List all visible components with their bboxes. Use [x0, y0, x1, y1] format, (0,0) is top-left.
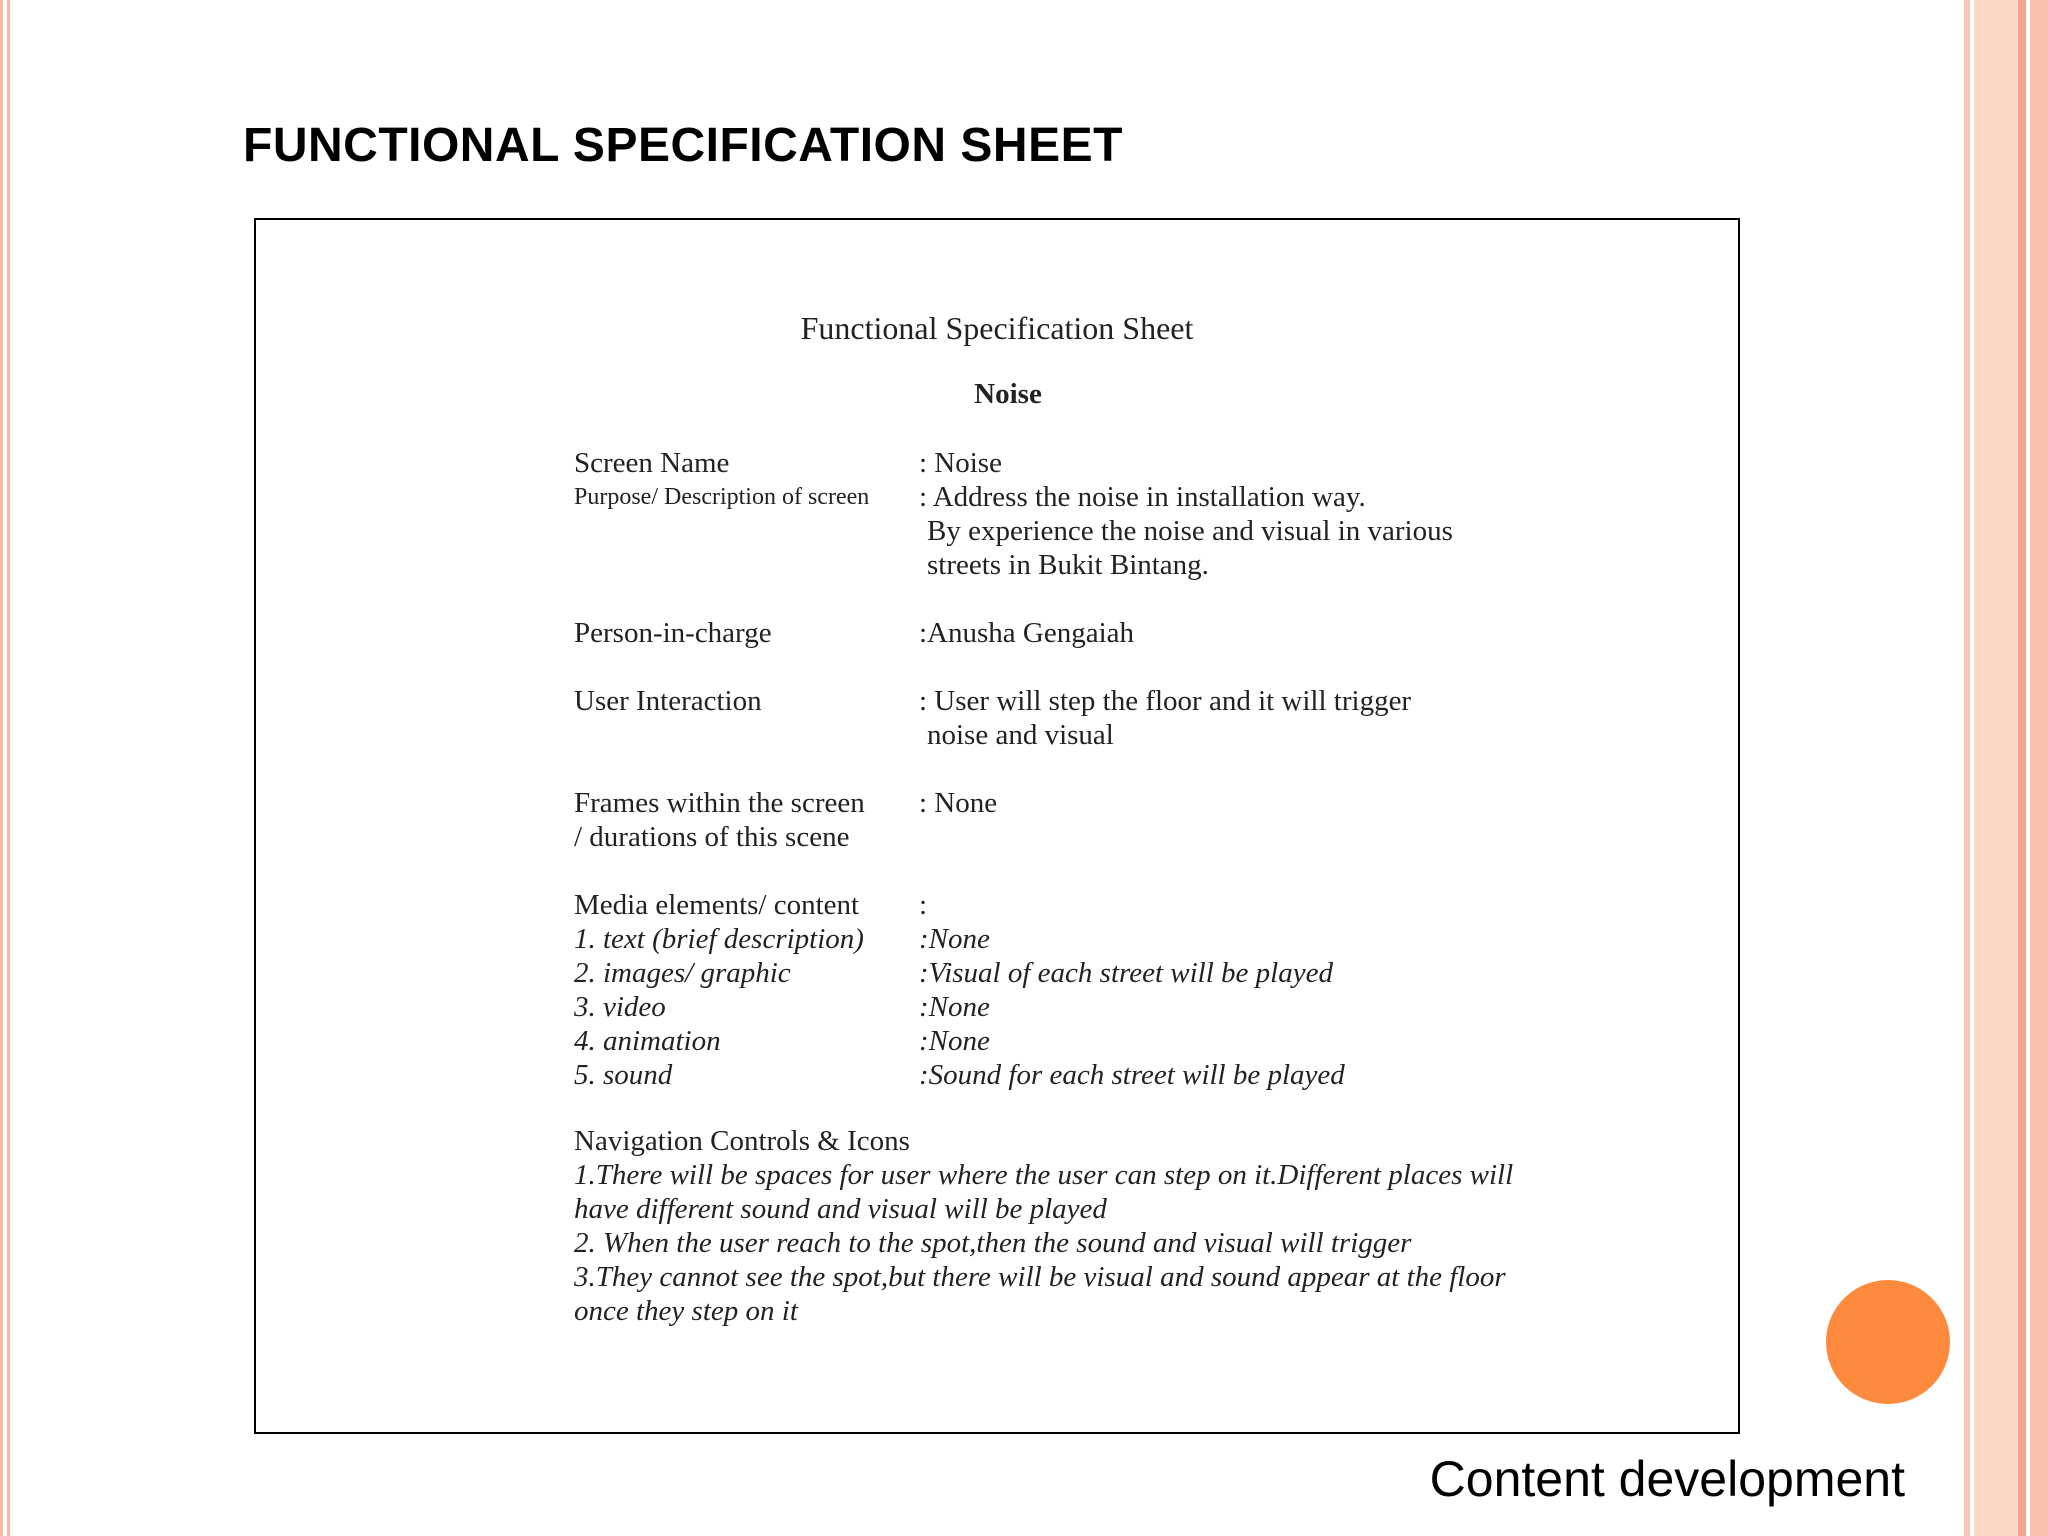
field-label-line: Frames within the screen	[574, 787, 865, 819]
media-item-value: :None	[919, 923, 990, 955]
navigation-line: have different sound and visual will be played	[574, 1193, 1107, 1225]
media-item-label: 4. animation	[574, 1025, 721, 1057]
media-item-value: :Visual of each street will be played	[919, 957, 1333, 989]
media-item-value: :Sound for each street will be played	[919, 1059, 1345, 1091]
media-item-label: 1. text (brief description)	[574, 923, 864, 955]
field-value	[919, 786, 997, 820]
navigation-section	[574, 1124, 1513, 1328]
field-value-line: : Noise	[919, 447, 1002, 479]
media-item-label: 5. sound	[574, 1059, 673, 1091]
navigation-line: 2. When the user reach to the spot,then the sound and visual will trigger	[574, 1227, 1412, 1259]
orange-circle-decoration	[1826, 1280, 1950, 1404]
document-image-frame	[254, 218, 1740, 1434]
media-item-label: 2. images/ graphic	[574, 957, 791, 989]
field-label: Screen Name	[574, 447, 730, 479]
field-value	[919, 684, 1411, 752]
field-value-line: streets in Bukit Bintang.	[927, 549, 1209, 581]
navigation-line: once they step on it	[574, 1295, 798, 1327]
field-value-line: : Address the noise in installation way.	[919, 481, 1366, 513]
media-item-label: 3. video	[574, 991, 666, 1023]
field-label	[574, 786, 865, 854]
field-value	[919, 480, 1453, 582]
field-value-line: :	[919, 889, 928, 921]
field-value-line: : User will step the floor and it will trigger	[919, 685, 1412, 717]
field-value-line: noise and visual	[927, 719, 1114, 751]
media-item-value: :None	[919, 991, 990, 1023]
field-value	[919, 888, 927, 922]
field-label-line: / durations of this scene	[574, 821, 850, 853]
field-label: User Interaction	[574, 685, 762, 717]
field-value	[919, 446, 1002, 480]
right-decorative-border	[1956, 0, 2048, 1536]
navigation-heading: Navigation Controls & Icons	[574, 1125, 910, 1157]
document-title: Functional Specification Sheet	[800, 310, 1194, 346]
media-item-value: :None	[919, 1025, 990, 1057]
field-value-line: : None	[919, 787, 998, 819]
field-label: Media elements/ content	[574, 889, 860, 921]
field-value-line: By experience the noise and visual in various	[927, 515, 1453, 547]
navigation-line: 3.They cannot see the spot,but there will be visual and sound appear at the floor	[574, 1261, 1506, 1293]
navigation-line: 1.There will be spaces for user where the user can step on it.Different places will	[574, 1159, 1514, 1191]
field-label: Person-in-charge	[574, 617, 772, 649]
page-title: FUNCTIONAL SPECIFICATION SHEET	[243, 119, 1123, 172]
document-subtitle: Noise	[974, 378, 1042, 410]
field-label: Purpose/ Description of screen	[574, 484, 870, 510]
left-decorative-border	[0, 0, 24, 1536]
footer-label: Content development	[1429, 1451, 1905, 1507]
field-value-line: :Anusha Gengaiah	[919, 617, 1135, 649]
field-value	[919, 616, 1134, 650]
